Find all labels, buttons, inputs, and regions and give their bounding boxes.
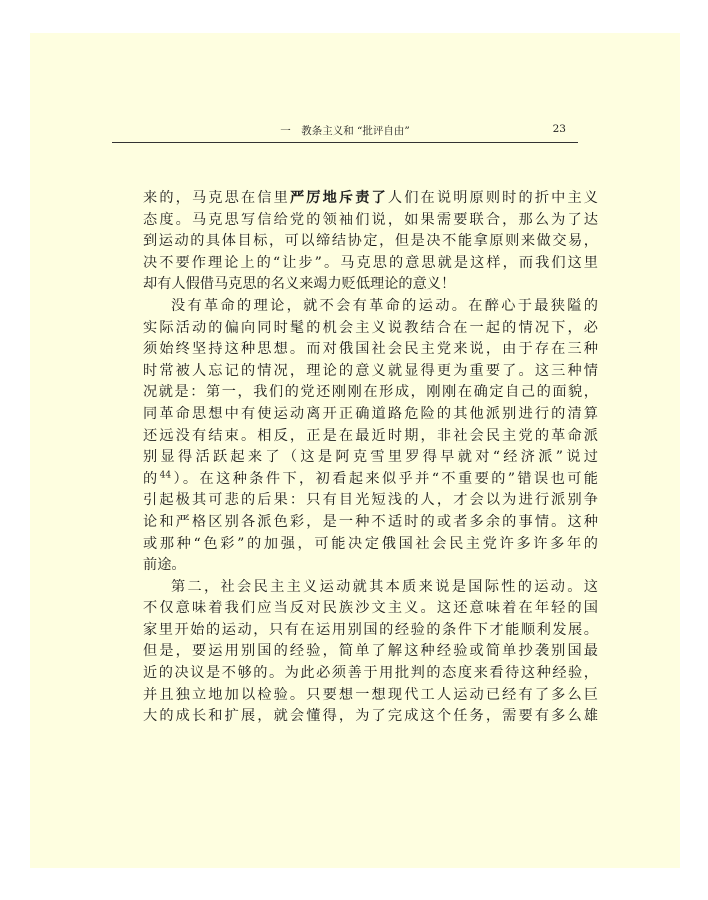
- text-line: 近的决议是不够的。为此必须善于用批判的态度来看待这种经验，: [143, 665, 598, 682]
- text-line: 没有革命的理论，就不会有革命的运动。在醉心于最狭隘的: [171, 297, 598, 314]
- text-line: 引起极其可悲的后果：只有目光短浅的人，才会以为进行派别争: [143, 492, 598, 509]
- text-line: 来的，马克思在信里严厉地斥责了人们在说明原则时的折中主义: [143, 190, 598, 206]
- text-line: 时常被人忘记的情况，理论的意义就显得更为重要了。这三种情: [143, 362, 598, 379]
- text-line: 态度。马克思写信给党的领袖们说，如果需要联合，那么为了达: [143, 211, 598, 228]
- text-line: 但是，要运用别国的经验，简单了解这种经验或简单抄袭别国最: [143, 643, 598, 660]
- text-line: 的$^{44}$）。在这种条件下，初看起来似乎并“不重要的”错误也可能: [143, 469, 598, 487]
- text-line: 或那种“色彩”的加强，可能决定俄国社会民主党许多许多年的: [143, 535, 598, 552]
- chapter-title: 一 教条主义和 “批评自由”: [280, 125, 410, 137]
- text-line: 家里开始的运动，只有在运用别国的经验的条件下才能顺利发展。: [143, 621, 598, 638]
- text-line: 不仅意味着我们应当反对民族沙文主义。这还意味着在年轻的国: [143, 600, 598, 617]
- text-line: 并且独立地加以检验。只要想一想现代工人运动已经有了多么巨: [143, 686, 598, 703]
- text-line: 须始终坚持这种思想。而对俄国社会民主党来说，由于存在三种: [143, 341, 598, 358]
- footnote-marker[interactable]: 44: [159, 469, 172, 480]
- text-line: 却有人假借马克思的名义来竭力贬低理论的意义！: [143, 276, 456, 293]
- text-line: 第二，社会民主主义运动就其本质来说是国际性的运动。这: [171, 578, 598, 595]
- text-line: 别显得活跃起来了（这是阿克雪里罗得早就对“经济派”说过: [143, 449, 598, 466]
- text-line: 实际活动的偏向同时髦的机会主义说教结合在一起的情况下，必: [143, 319, 598, 336]
- text-line: 前途。: [143, 557, 186, 574]
- page-number: 23: [552, 123, 566, 135]
- text-line: 到运动的具体目标，可以缔结协定，但是决不能拿原则来做交易，: [143, 233, 598, 250]
- text-line: 还远没有结束。相反，正是在最近时期，非社会民主党的革命派: [143, 427, 598, 444]
- text-line: 论和严格区别各派色彩，是一种不适时的或者多余的事情。这种: [143, 513, 598, 530]
- text-line: 大的成长和扩展，就会懂得，为了完成这个任务，需要有多么雄: [143, 708, 598, 725]
- text-line: 同革命思想中有使运动离开正确道路危险的其他派别进行的清算: [143, 405, 598, 422]
- text-line: 况就是：第一，我们的党还刚刚在形成，刚刚在确定自己的面貌，: [143, 384, 598, 401]
- text-line: 决不要作理论上的“让步”。马克思的意思就是这样，而我们这里: [143, 254, 598, 271]
- body-text: [143, 188, 598, 728]
- emphasis-text: 严厉地斥责了: [289, 190, 388, 206]
- running-header: [112, 120, 578, 143]
